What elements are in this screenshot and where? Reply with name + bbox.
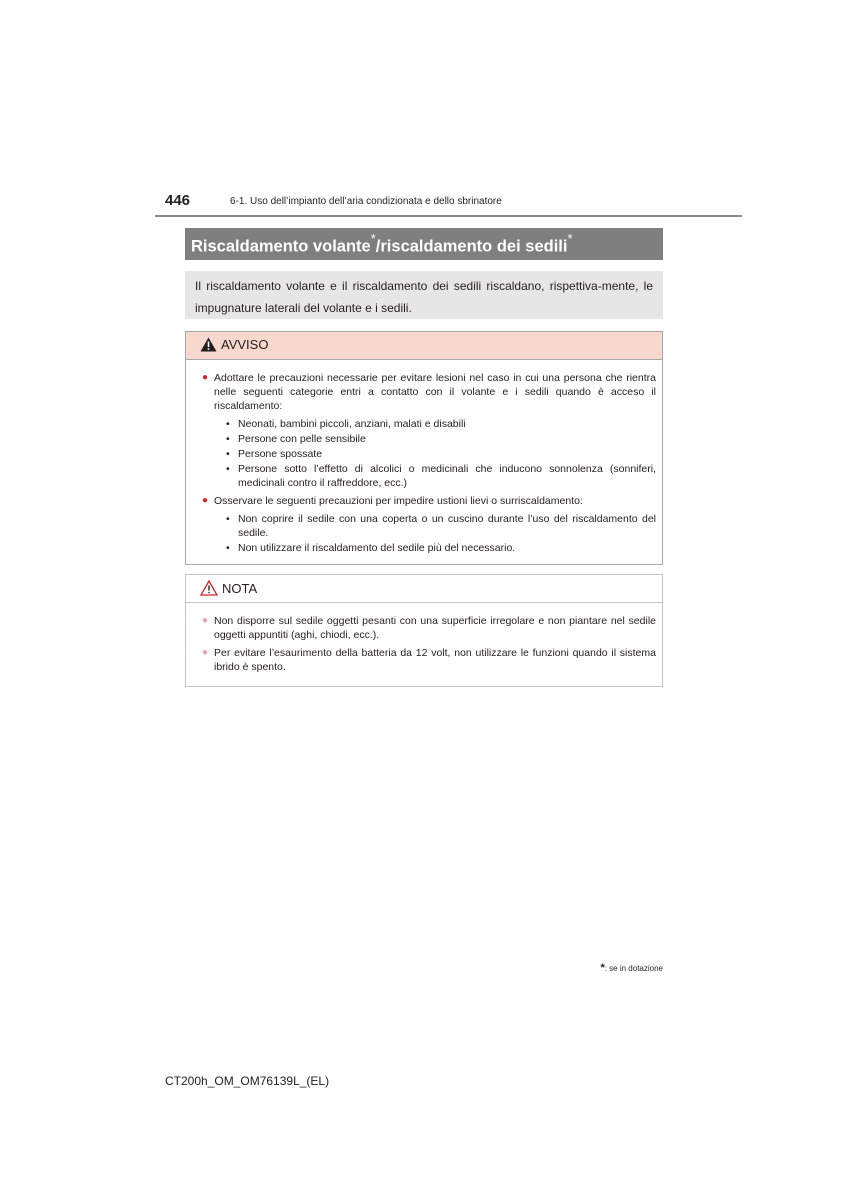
title-asterisk-1: * [370,231,376,246]
note-body [186,603,662,674]
note-item: ● Per evitare l’esaurimento della batteria da 12 volt, non utilizzare le funzioni quando il sistema ibrido è spento. [202,647,656,673]
footnote-text: : se in dotazione [604,964,663,973]
warning-label: AVVISO [221,337,269,352]
red-bullet-icon: ● [202,495,209,506]
warning-subitem: • Persone spossate [226,448,323,460]
warning-triangle-icon [200,337,217,355]
footnote [600,962,663,974]
warning-item-text: Osservare le seguenti precauzioni per impedire ustioni lievi o surriscaldamento: [214,495,583,507]
warning-item [202,371,656,492]
warning-body [186,360,662,557]
warning-subitem: • Persone sotto l’effetto di alcolici o medicinali che inducono sonnolenza (sonniferi, medicinali contro il raffreddore, ecc.) [226,463,656,489]
intro-text: Il riscaldamento volante e il riscaldamento dei sedili riscaldano, rispettiva-mente, le impugnature laterali del volante e i sedili. [185,271,663,319]
warning-item-text: Adottare le precauzioni necessarie per evitare lesioni nel caso in cui una persona che rientra nelle seguenti categorie entri a contatto con il volante e i sedili quando è acceso il riscaldamento: [214,372,656,412]
title-asterisk-2: * [567,231,573,246]
section-header: 6-1. Uso dell’impianto dell’aria condizionata e dello sbrinatore [230,196,502,207]
pink-bullet-icon: ● [202,615,209,626]
page-number: 446 [165,192,191,209]
note-box [185,574,663,687]
note-label: NOTA [222,581,258,596]
note-item: ● Non disporre sul sedile oggetti pesanti con una superficie irregolare e non piantare nel sedile oggetti appuntiti (aghi, chiodi, ecc.). [202,615,656,641]
red-bullet-icon: ● [202,372,209,383]
warning-subitem: • Non utilizzare il riscaldamento del sedile più del necessario. [226,542,516,554]
title-part-2: /riscaldamento dei sedili [375,237,568,256]
document-code: CT200h_OM_OM76139L_(EL) [165,1074,330,1088]
warning-subitem: • Non coprire il sedile con una coperta o un cuscino durante l’uso del riscaldamento del sedile. [226,513,656,539]
note-header [186,575,662,603]
warning-header [186,332,662,360]
warning-item [202,494,656,557]
pink-bullet-icon: ● [202,647,209,658]
warning-subitem: • Persone con pelle sensibile [226,433,366,445]
header-divider [155,215,742,217]
warning-box [185,331,663,565]
warning-subitem: • Neonati, bambini piccoli, anziani, malati e disabili [226,418,466,430]
section-title [185,228,663,260]
caution-triangle-icon [200,580,218,599]
title-part-1: Riscaldamento volante [191,237,371,256]
footnote-asterisk: * [600,962,605,974]
